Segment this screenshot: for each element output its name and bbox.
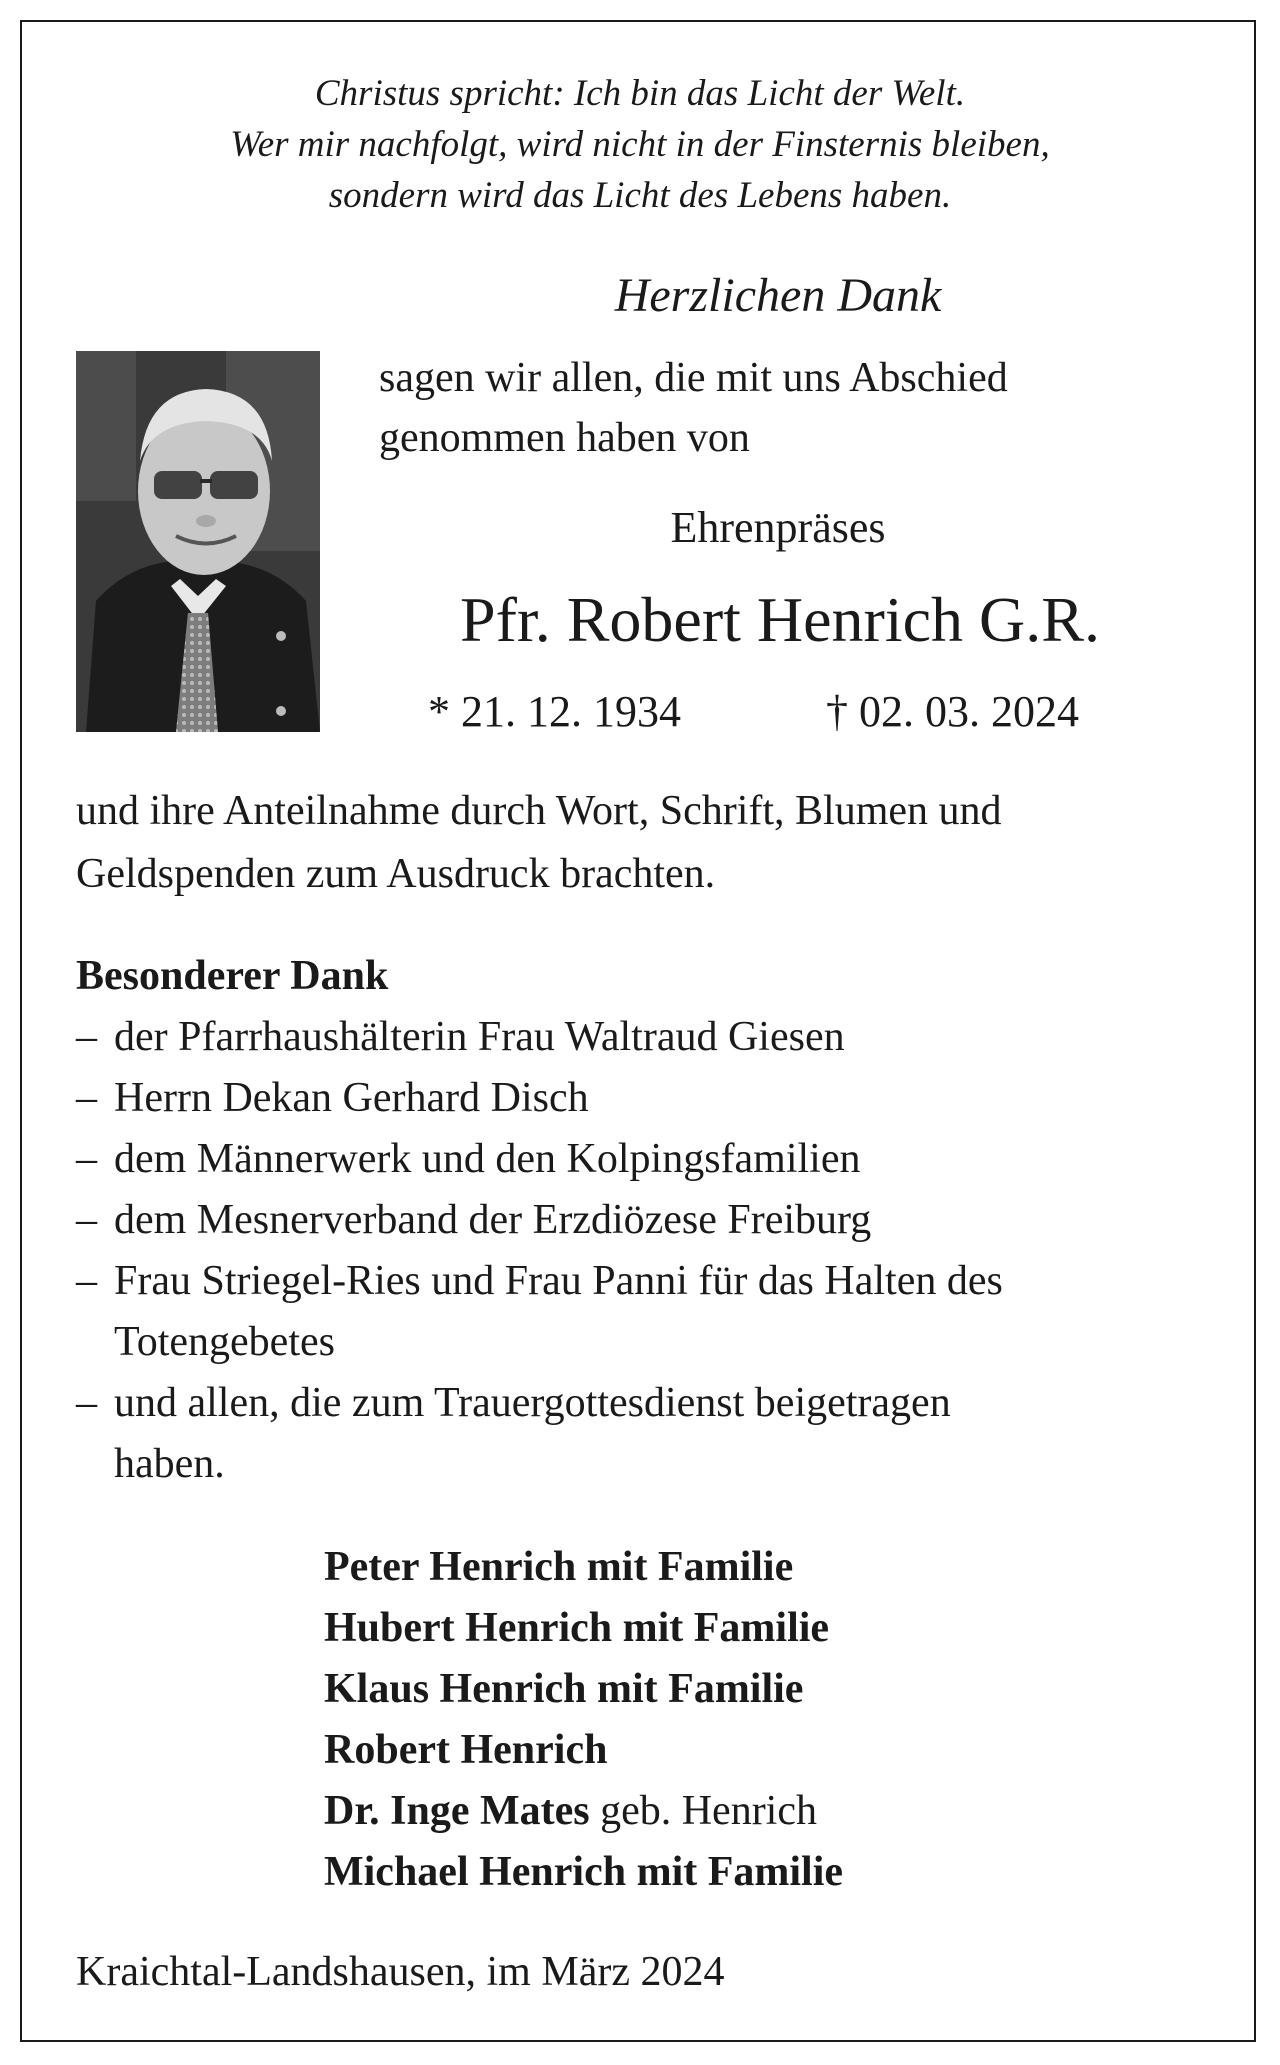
list-dash: –: [76, 1197, 97, 1243]
list-item-text: der Pfarrhaushälterin Frau Waltraud Giesen: [114, 1014, 845, 1060]
verse-line: Christus spricht: Ich bin das Licht der Welt.: [314, 73, 966, 114]
death-date: † 02. 03. 2024: [826, 687, 1079, 736]
deceased-title: Ehrenpräses: [670, 503, 886, 552]
list-item: [76, 1190, 1246, 1251]
list-item: [76, 1251, 1246, 1373]
verse-line: Wer mir nachfolgt, wird nicht in der Finsternis bleiben,: [230, 124, 1050, 165]
thanks-heading: Herzlichen Dank: [614, 269, 942, 322]
portrait-image: [76, 351, 320, 732]
intro-line: sagen wir allen, die mit uns Abschied: [379, 355, 1008, 401]
family-name: Dr. Inge Mates: [324, 1788, 590, 1834]
list-item-text: dem Mesnerverband der Erzdiözese Freiburg: [114, 1197, 872, 1243]
list-dash: –: [76, 1075, 97, 1121]
portrait-photo: [76, 351, 320, 732]
list-item-text: dem Männerwerk und den Kolpingsfamilien: [114, 1136, 861, 1182]
list-item-text: Totengebetes: [114, 1319, 335, 1365]
special-thanks: [76, 946, 1246, 1495]
list-item-text: haben.: [114, 1441, 225, 1487]
special-thanks-heading: Besonderer Dank: [76, 953, 389, 999]
sympathy-paragraph: [76, 780, 1246, 906]
family-signatures: [324, 1537, 1224, 1903]
list-item-text: Frau Striegel-Ries und Frau Panni für das Halten des: [114, 1258, 1003, 1304]
list-item: [76, 1129, 1246, 1190]
deceased-name: Pfr. Robert Henrich G.R.: [460, 584, 1100, 655]
list-dash: –: [76, 1136, 97, 1182]
sympathy-line: Geldspenden zum Ausdruck brachten.: [76, 851, 716, 897]
birth-date: * 21. 12. 1934: [428, 687, 681, 736]
list-item: [76, 1068, 1246, 1129]
family-line: [324, 1720, 1224, 1781]
family-name: Peter Henrich mit Familie: [324, 1544, 794, 1590]
family-name: Hubert Henrich mit Familie: [324, 1605, 830, 1651]
family-line: [324, 1598, 1224, 1659]
list-item: [76, 1007, 1246, 1068]
intro-text: [379, 348, 1239, 468]
list-dash: –: [76, 1258, 97, 1304]
place-and-date: Kraichtal-Landshausen, im März 2024: [76, 1949, 725, 1995]
list-item-text: Herrn Dekan Gerhard Disch: [114, 1075, 589, 1121]
bible-verse: [22, 68, 1258, 221]
family-suffix: geb. Henrich: [589, 1788, 817, 1834]
family-name: Klaus Henrich mit Familie: [324, 1666, 804, 1712]
list-item-text: und allen, die zum Trauergottesdienst beigetragen: [114, 1380, 951, 1426]
family-name: Robert Henrich: [324, 1727, 608, 1773]
family-line: [324, 1537, 1224, 1598]
family-line: [324, 1659, 1224, 1720]
list-dash: –: [76, 1380, 97, 1426]
family-name: Michael Henrich mit Familie: [324, 1849, 844, 1895]
family-line: [324, 1781, 1224, 1842]
sympathy-line: und ihre Anteilnahme durch Wort, Schrift, Blumen und: [76, 788, 1002, 834]
list-item: [76, 1373, 1246, 1495]
intro-line: genommen haben von: [379, 415, 750, 461]
verse-line: sondern wird das Licht des Lebens haben.: [328, 175, 952, 216]
family-line: [324, 1842, 1224, 1903]
list-dash: –: [76, 1014, 97, 1060]
